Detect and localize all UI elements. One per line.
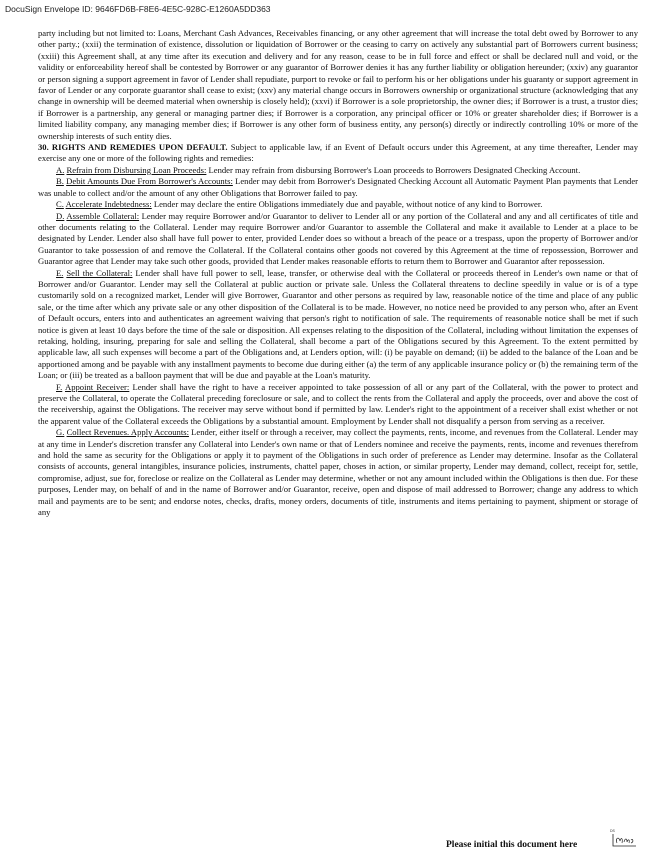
item-b-body: Lender may debit from Borrower's Designated Checking Account all Automatic Payment Plan payments that Lender was unable to collect and/or the amount of any other Obligations that Borrower failed to pay. [38,176,638,198]
item-c [38,199,638,210]
item-d [38,211,638,268]
item-d-body: Lender may require Borrower and/or Guarantor to deliver to Lender all or any portion of the Collateral and any and all certificates of title and other documents relating to the Collateral. Lender may require Borrower and/or Guarantor to assemble the Collateral and make it available to Lender at a place to be designated by Lender. Lender also shall have full power to enter, provided Lender does so without a breach of the peace or a trespass, upon the property of Borrower and/or Guarantor to take possession of and remove the Collateral. If the Collateral contains other goods not covered by this Agreement at the time of repossession, Borrower and Guarantor agree that Lender may take such other goods, provided that Lender makes reasonable efforts to return them to Borrower and Guarantor after repossession. [38,210,638,267]
item-f [38,382,638,428]
item-e-title: Sell the Collateral: [66,267,133,278]
item-a-letter: A. [56,164,65,175]
item-f-letter: F. [56,381,63,392]
item-d-letter: D. [56,210,65,221]
item-d-title: Assemble Collateral: [66,210,140,221]
item-a-body: Lender may refrain from disbursing Borrower's Loan proceeds to Borrowers Designated Checking Account. [206,164,581,175]
item-c-letter: C. [56,199,64,210]
item-a-title: Refrain from Disbursing Loan Proceeds: [66,164,207,175]
item-e [38,268,638,382]
item-g-letter: G. [56,427,65,438]
item-b-letter: B. [56,176,64,187]
section-30 [38,142,638,165]
item-a [38,165,638,176]
section-30-text: Subject to applicable law, if an Event of Default occurs under this Agreement, at any time thereafter, Lender may exercise any one or more of the following rights and remedies: [38,142,638,164]
initial-box-tag: DS [610,829,615,833]
intro-paragraph: party including but not limited to: Loans, Merchant Cash Advances, Receivables financing, or any other agreement that will increase the total debt owed by Borrower to any other party.; (xxii) the termination of existence, dissolution or liquidation of Borrower or the ceasing to carry on actively any substantial part of Borrowers current business; (xxiii) this Agreement shall, at any time after its execution and delivery and for any reason, cease to be in full force and effect or shall be declared null and void, or the validity or enforceability hereof shall be contested by Borrower or any guarantor of Borrower denies it has any further liability or obligation hereunder; (xxiv) any guarantor or person signing a support agreement in favor of Lender shall repudiate, purport to revoke or fail to perform his or her obligations under his guaranty or support agreement in favor of Lender or any corporate guarantor shall cease to exist; (xxv) any material change occurs in Borrowers ownership or organizational structure (acknowledging that any change in ownership will be deemed material when ownership is closely held); (xxvi) if Borrower is a sole proprietorship, the owner dies; if Borrower is a trust, a trustor dies; if Borrower is a partnership, any general or managing partner dies; if Borrower is a corporation, any principal officer or 10% or greater shareholder dies; if Borrower is a limited liability company, any managing member dies; if Borrower is any other form of business entity, any person(s) directly or indirectly controlling 10% or more of the ownership interests of such entity dies. [38,28,638,141]
item-b-title: Debit Amounts Due From Borrower's Accounts: [66,176,233,187]
item-c-body: Lender may declare the entire Obligations immediately due and payable, without notice of any kind to Borrower. [151,199,543,210]
item-e-body: Lender shall have full power to sell, lease, transfer, or otherwise deal with the Collateral or proceeds thereof in Lender's own name or that of Borrower and/or Guarantor. Lender may sell the Collateral at public auction or private sale. Unless the Collateral threatens to decline speedily in value or is of a type customarily sold on a recognized market, Lender will give Borrower, Guarantor and other persons as required by law, reasonable notice of the time and place of any public sale, or the time after which any private sale or any other disposition of the Collateral is to be made. However, no notice need be provided to any person who, after an Event of Default occurs, enters into and authenticates an agreement waiving that person's right to notification of sale. The requirements of reasonable notice shall be met if such notice is given at least 10 days before the time of the sale or disposition. All expenses relating to the disposition of the Collateral, including without limitation the expenses of retaking, holding, insuring, preparing for sale and selling the Collateral, shall become a part of the Obligations secured by this Agreement. To the extent permitted by applicable law, all such expenses will become a part of the Obligations and, at Lenders option, will: (i) be payable on demand; (ii) be added to the balance of the Loan and be apportioned among and be payable with any installment payments to become due during either (a) the term of any applicable insurance policy or (b) the remaining term of the Loan; or (iii) be treated as a balloon payment that will be due and payable at the Loan's maturity. [38,267,638,381]
item-c-title: Accelerate Indebtedness: [65,199,152,210]
initial-prompt: Please initial this document here [446,840,578,850]
section-30-heading: 30. RIGHTS AND REMEDIES UPON DEFAULT. [38,142,228,153]
item-b [38,176,638,199]
item-g-body: Lender, either itself or through a receiver, may collect the payments, rents, income, and revenues from the Collateral. Lender may at any time in Lender's discretion transfer any Collateral into Lender's own name or that of Lenders nominee and receive the payments, rents, income and revenues therefrom and hold the same as security for the Obligations or apply it to payment of the Obligations in such order of preference as Lender may determine. Insofar as the Collateral consists of accounts, general intangibles, insurance policies, instruments, chattel paper, choses in action, or similar property, Lender may demand, collect, receipt for, settle, compromise, adjust, sue for, foreclose or realize on the Collateral as Lender may determine, whether or not any amount included within the Obligations is then due. For these purposes, Lender may, on behalf of and in the name of Borrower and/or Guarantor, receive, open and dispose of mail addressed to Borrower; change any address to which mail and payments are to be sent; and endorse notes, checks, drafts, money orders, documents of title, instruments and items pertaining to payment, shipment or storage of any [38,427,638,518]
document-body [38,28,638,518]
initial-field[interactable] [610,829,637,851]
item-e-letter: E. [56,267,64,278]
envelope-id: DocuSign Envelope ID: 9646FD6B-F8E6-4E5C-928C-E1260A5DD363 [5,4,271,14]
handwritten-initials-icon [610,832,637,851]
item-f-title: Appoint Receiver: [64,381,130,392]
item-g [38,427,638,518]
item-f-body: Lender shall have the right to have a receiver appointed to take possession of all or any part of the Collateral, with the power to protect and preserve the Collateral, to operate the Collateral preceding foreclosure or sale, and to collect the rents from the Collateral and apply the proceeds, over and above the cost of the receivership, against the Obligations. The receiver may serve without bond if permitted by law. Lender's right to the appointment of a receiver shall exist whether or not the apparent value of the Collateral exceeds the Obligations by a substantial amount. Employment by Lender shall not disqualify a person from serving as a receiver. [38,381,638,426]
item-g-title: Collect Revenues. Apply Accounts: [66,427,189,438]
